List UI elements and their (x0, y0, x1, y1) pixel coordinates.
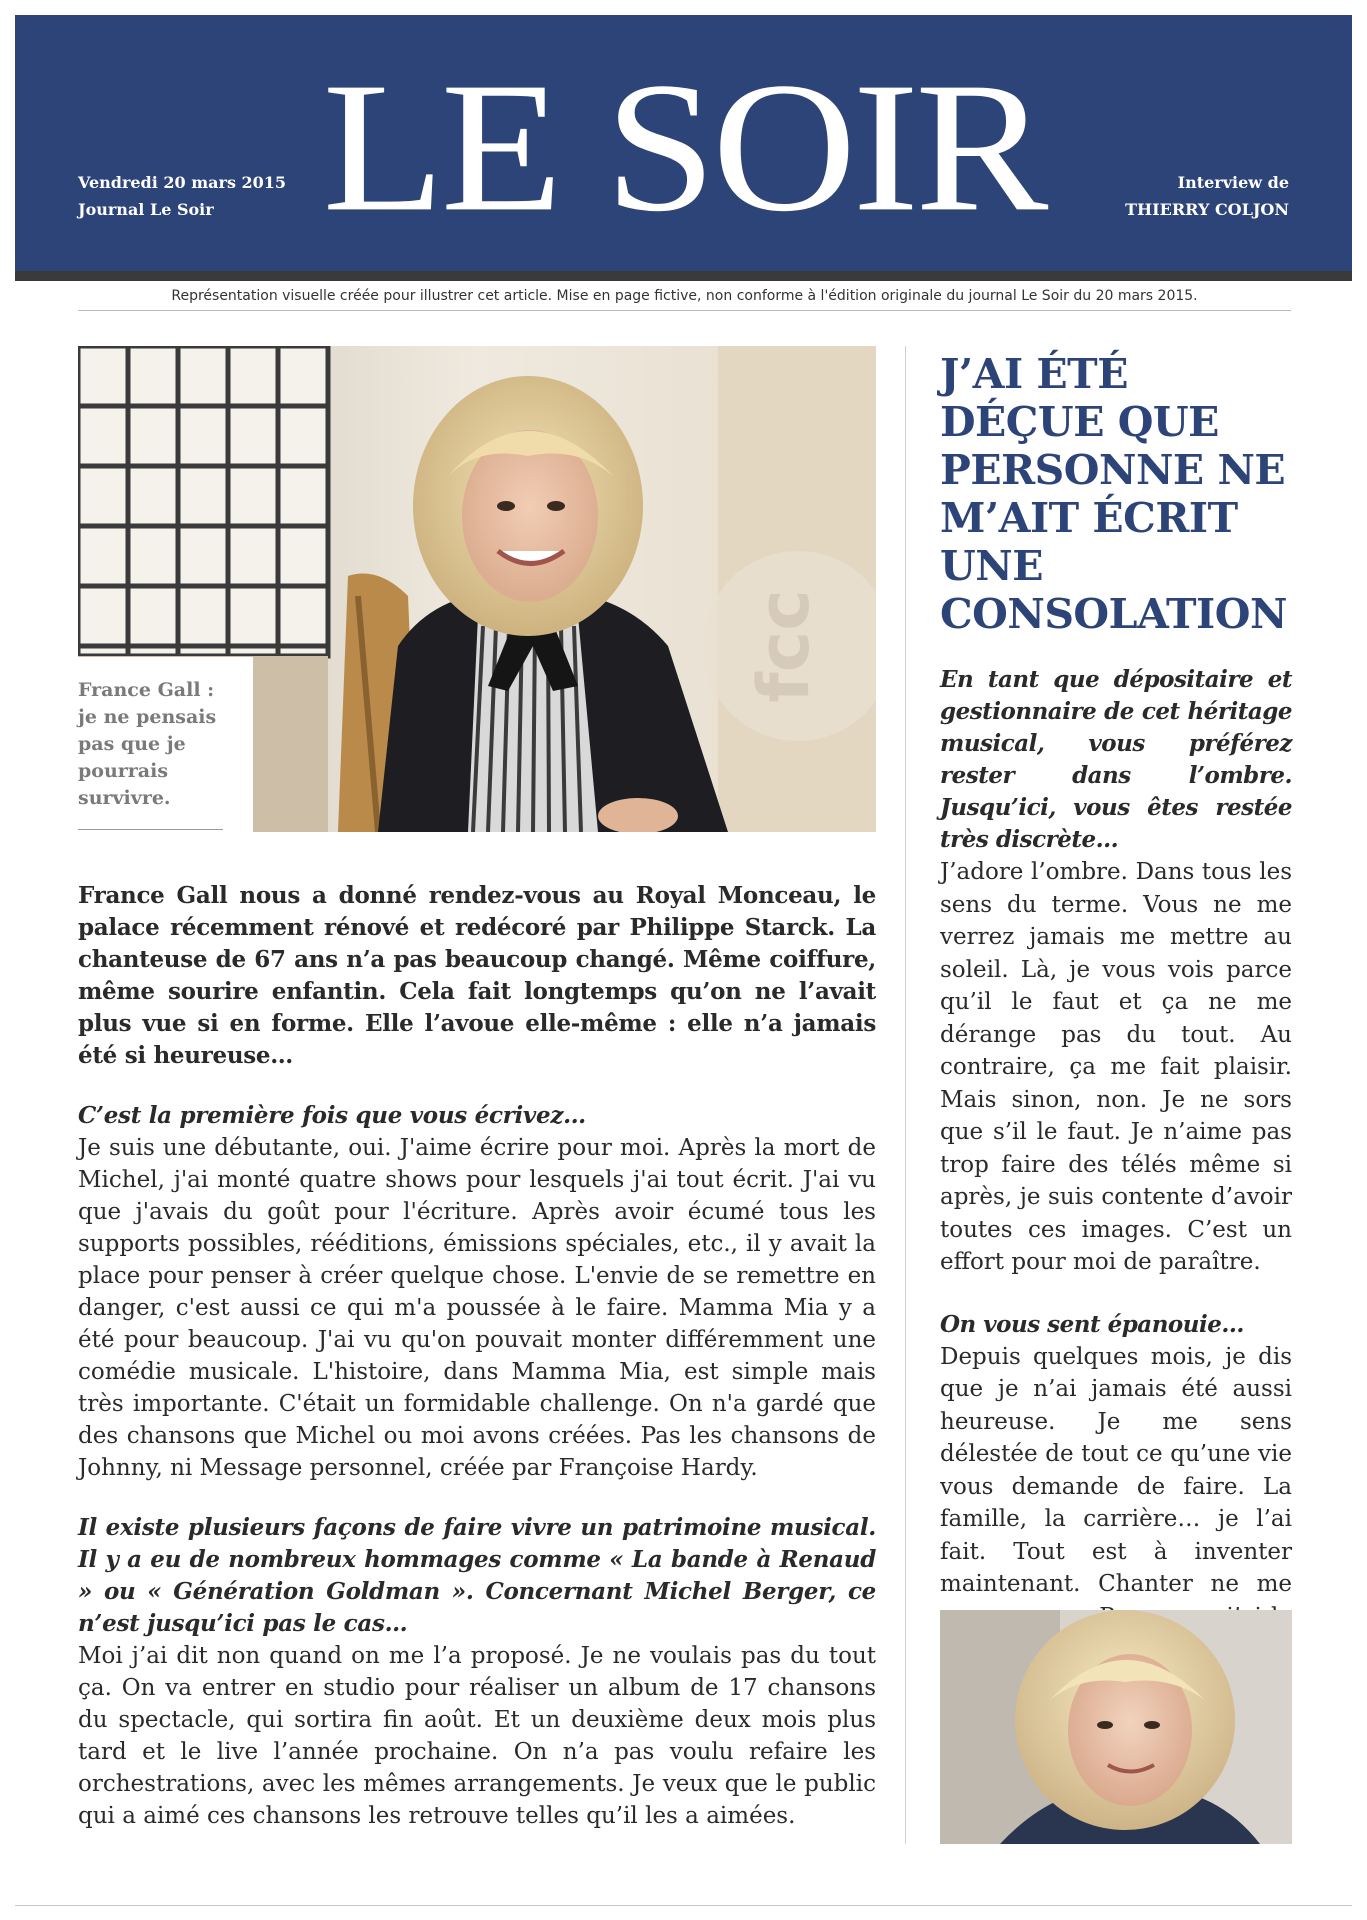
question-1: C’est la première fois que vous écrivez… (78, 1102, 586, 1129)
sidebar-answer-2: Depuis quelques mois, je dis que je n’ai jamais été aussi heureuse. Je me sens délestée de tout ce qu’une vie vous demande de faire. La famille, la carrière… je l’ai fait. Tout est à inventer maintenant. Chanter ne me (940, 1343, 1292, 1597)
journal-name: Journal Le Soir (78, 200, 214, 219)
closeup-portrait-illustration (940, 1610, 1292, 1844)
sidebar-answer-1: J’adore l’ombre. Dans tous les sens du terme. Vous ne me verrez jamais me mettre au soleil. Là, je vous vois parce qu’il le faut et ça ne me dérange pas du tout. Au contraire, ça me fait plaisir. Mais sinon, non. Je ne sors que s’il le faut. Je n’aime pas trop faire des télés même si après, je suis contente d’avoir toutes ces images. C’est un effort pour moi de paraître. (940, 859, 1292, 1275)
article-lead: France Gall nous a donné rendez-vous au Royal Monceau, le palace récemment rénové et redécoré par Philippe Starck. La chanteuse de 67 ans n’a pas beaucoup changé. Même coiffure, même sourire enfantin. Cela fait longtemps qu’on ne l’avait plus vue si en forme. Elle l’avoue elle-même : elle n’a jamais été si heureuse… (78, 882, 876, 1069)
interviewer-name: THIERRY COLJON (1125, 200, 1289, 219)
answer-2: Moi j’ai dit non quand on me l’a proposé. Je ne voulais pas du tout ça. On va entrer en studio pour réaliser un album de 17 chansons du spectacle, qui sortira fin août. Et un deuxième deux mois plus tard et le live l’année prochaine. On n’a pas voulu refaire les orchestrations, avec les mêmes arrangements. Je veux que le public qui a aimé ces chansons les retrouve telles qu’il les a aimées. (78, 1643, 876, 1829)
issue-date: Vendredi 20 mars 2015 (78, 173, 287, 192)
photo-watermark: fcc (743, 589, 825, 703)
striped-shirt (468, 616, 598, 832)
masthead-right (1125, 169, 1289, 223)
interview-label: Interview de (1177, 173, 1289, 192)
sidebar-question-1: En tant que dépositaire et gestionnaire de cet héritage musical, vous préférez rester dans l’ombre. Jusqu’ici, vous êtes restée très discrète… (940, 666, 1292, 853)
portrait-photo (940, 1610, 1292, 1844)
disclaimer-note: Représentation visuelle créée pour illustrer cet article. Mise en page fictive, non conforme à l'édition originale du journal Le Soir du 20 mars 2015. (78, 288, 1291, 311)
photo-caption-box (78, 657, 253, 832)
column-divider (905, 346, 906, 1844)
photo-caption: France Gall : je ne pensais pas que je pourrais survivre. (78, 679, 217, 809)
shoji-screen (78, 346, 328, 656)
sidebar-question-2: On vous sent épanouie… (940, 1310, 1244, 1338)
masthead-underline (15, 271, 1352, 281)
newspaper-title: LE SOIR (322, 44, 1045, 251)
headline: J’AI ÉTÉ DÉÇUE QUE PERSONNE NE M’AIT ÉCRIT UNE CONSOLATION (940, 350, 1287, 638)
question-2: Il existe plusieurs façons de faire vivre un patrimoine musical. Il y a eu de nombreux hommages comme « La bande à Renaud » ou « Génération Goldman ». Concernant Michel Berger, ce n’est jusqu’ici pas le cas… (78, 1514, 876, 1637)
caption-rule (78, 829, 223, 830)
sidebar-column (940, 350, 1292, 1728)
answer-1: Je suis une débutante, oui. J'aime écrire pour moi. Après la mort de Michel, j'ai monté quatre shows pour lesquels j'ai tout écrit. J'ai vu que j'avais du goût pour l'écriture. Après avoir écumé tous les supports possibles, rééditions, émissions spéciales, etc., il y avait la place pour penser à créer quelque chose. L'envie de se remettre en danger, c'est aussi ce qui m'a poussée à le faire. Mamma Mia y a été pour beaucoup. J'ai vu qu'on pouvait monter différemment une comédie musicale. L'histoire, dans Mamma Mia, est simple mais très importante. C'était un formidable challenge. On n'a gardé que des chansons que Michel ou moi avons créées. Pas les chansons de Johnny, ni Message personnel, créée par Françoise Hardy. (78, 1135, 876, 1481)
article-body (78, 880, 876, 1860)
masthead (15, 15, 1352, 271)
page-bottom-rule (15, 1905, 1352, 1906)
